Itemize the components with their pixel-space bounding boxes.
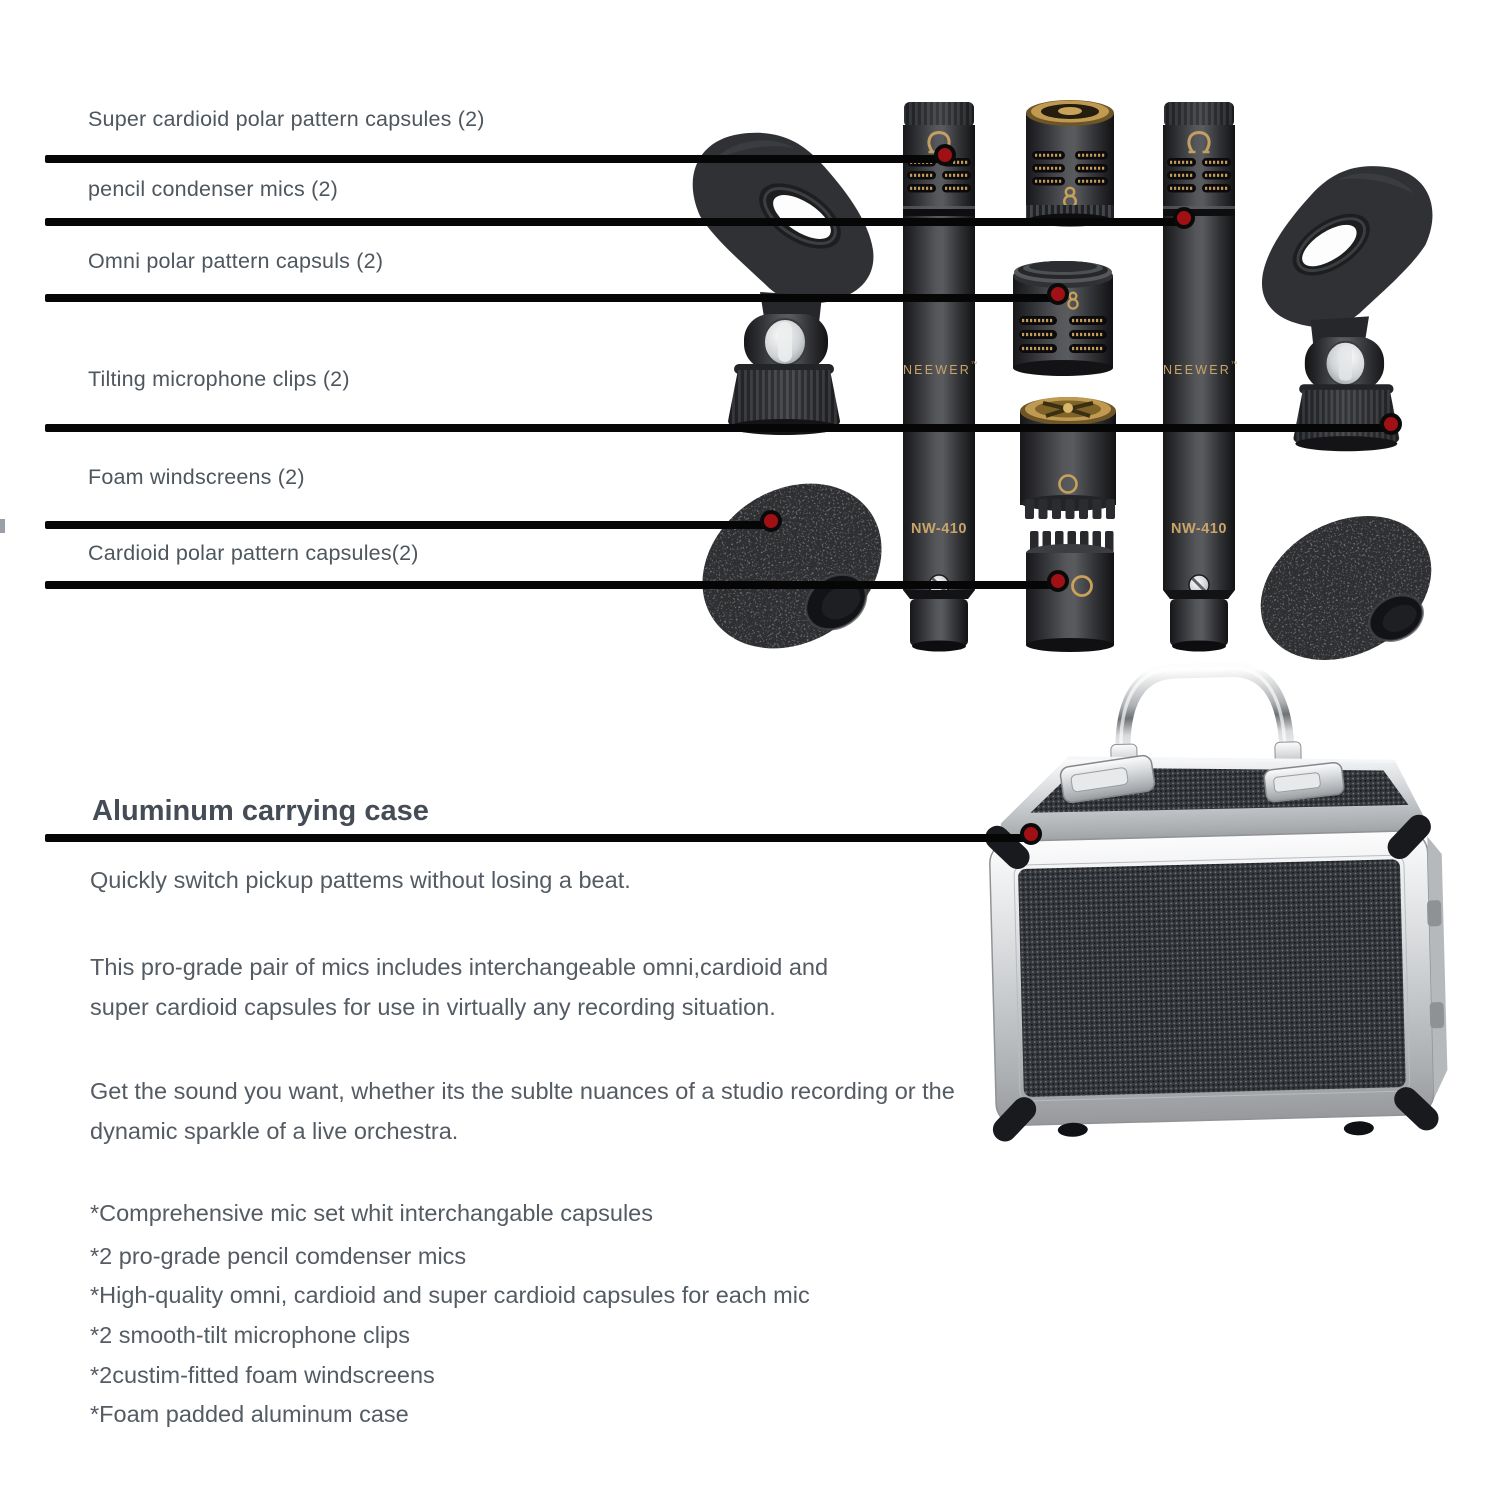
feature-item-5: *2custim-fitted foam windscreens [90,1362,435,1388]
capsule-teeth [1025,499,1115,519]
capsule-base-image [1013,391,1123,530]
case-paragraph-2-line-2: super cardioid capsules for use in virtually any recording situation. [90,994,776,1020]
feature-item-3: *High-quality omni, cardioid and super cardioid capsules for each mic [90,1282,810,1308]
mic-left-image [891,101,987,653]
omni-capsule-image [1007,260,1119,384]
case-paragraph-2-line-1: This pro-grade pair of mics includes interchangeable omni,cardioid and [90,954,829,980]
callout-label-cardioid: Cardioid polar pattern capsules(2) [88,541,419,565]
callout-label-omni: Omni polar pattern capsuls (2) [88,249,384,273]
callout-line-windscreens [45,521,777,529]
case-section-heading: Aluminum carrying case [92,795,429,827]
model-label: NW-410 [911,521,967,537]
edge-artifact [0,519,5,533]
callout-line-pencil-mics [45,218,1190,226]
foam-windscreen-left-image [694,474,890,664]
callout-label-pencil-mics: pencil condenser mics (2) [88,177,338,201]
callout-line-case [45,834,1037,842]
case-paragraph-3-line-2: dynamic sparkle of a live orchestra. [90,1118,459,1144]
callout-dot-clips [1380,413,1402,435]
feature-item-2: *2 pro-grade pencil comdenser mics [90,1243,467,1269]
foam-windscreen-right-image [1250,514,1442,664]
brand-label: NEEWER [1162,363,1232,377]
brand-tm: ™ [971,361,978,368]
brand-tm: ™ [1231,361,1238,368]
case-paragraph-1: Quickly switch pickup pattems without losing a beat. [90,867,631,893]
feature-item-6: *Foam padded aluminum case [90,1401,409,1427]
callout-dot-super-cardioid [934,144,956,166]
model-label: NW-410 [1171,521,1227,537]
case-paragraph-3-line-1: Get the sound you want, whether its the sublte nuances of a studio recording or the [90,1078,955,1104]
callout-dot-case [1020,823,1042,845]
callout-line-omni [45,294,1064,302]
callout-line-clips [45,424,1397,432]
feature-item-1: *Comprehensive mic set whit interchangable capsules [90,1200,653,1226]
mic-clip-right-image [1252,152,1452,458]
callout-label-super-cardioid: Super cardioid polar pattern capsules (2) [88,107,485,131]
callout-dot-windscreens [760,510,782,532]
feature-item-4: *2 smooth-tilt microphone clips [90,1322,410,1348]
callout-label-clips: Tilting microphone clips (2) [88,367,350,391]
callout-line-super-cardioid [45,155,951,163]
case-handle [1121,668,1287,756]
callout-dot-pencil-mics [1173,207,1195,229]
mic-clip-left-image [672,124,884,436]
aluminum-case-image [975,656,1455,1156]
callout-dot-omni [1047,283,1069,305]
mic-right-image [1151,101,1247,653]
callout-line-cardioid [45,581,1064,589]
callout-label-windscreens: Foam windscreens (2) [88,465,305,489]
brand-label: NEEWER [902,363,972,377]
figure8-capsule-image [1018,97,1122,229]
callout-dot-cardioid [1047,570,1069,592]
case-mesh-panel [1018,859,1406,1097]
cardioid-capsule-image [1018,529,1122,662]
